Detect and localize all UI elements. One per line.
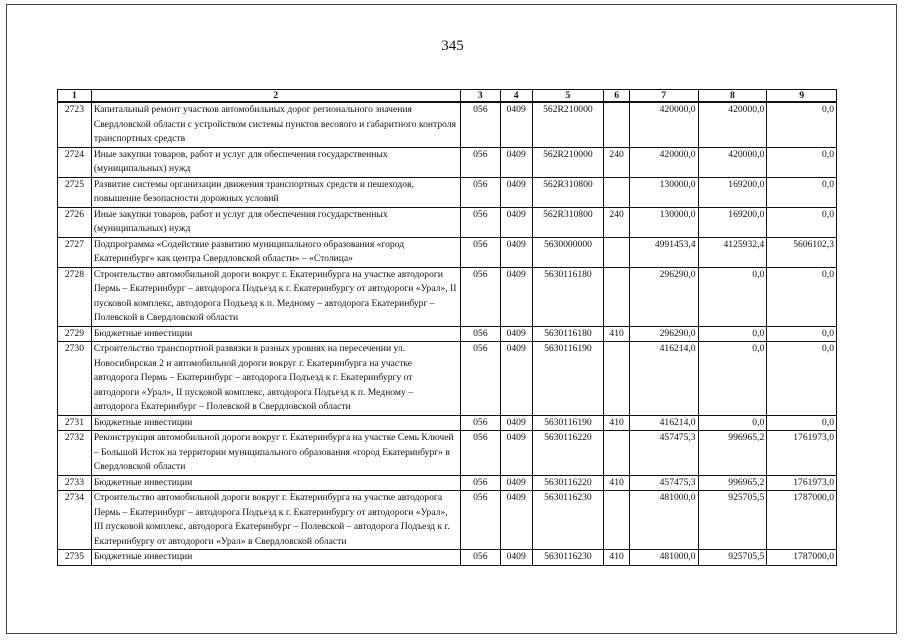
table-row [58, 177, 837, 207]
admin-code-cell: 056 [460, 177, 500, 207]
row-name-cell: Строительство автомобильной дороги вокруг г. Екатеринбурга на участке автодорога Пермь – Екатеринбург – автодорога Подъезд к г. Екатеринбургу от автодороги «Урал», III пусковой комплекс, автодорога Екатеринбург – Полевской – автодорога Подъезд к г. Екатеринбургу от автодороги «Урал» в Свердловской области [91, 491, 460, 550]
amount-year3-cell: 0,0 [767, 267, 837, 326]
budget-table [57, 89, 837, 566]
row-name-cell: Реконструкция автомобильной дороги вокруг г. Екатеринбурга на участке Семь Ключей – Большой Исток на территории муниципального образования «город Екатеринбург» в Свердловской области [91, 431, 460, 476]
row-name-cell: Бюджетные инвестиции [91, 550, 460, 566]
table-row [58, 102, 837, 147]
target-code-cell: 5630116220 [532, 431, 604, 476]
amount-year1-cell: 4991453,4 [629, 237, 698, 267]
expense-type-cell [604, 491, 630, 550]
amount-year2-cell: 0,0 [698, 326, 767, 342]
page-number: 345 [441, 38, 464, 54]
target-code-cell: 562R210000 [532, 102, 604, 147]
row-number-cell: 2731 [58, 415, 92, 431]
row-number-cell: 2728 [58, 267, 92, 326]
amount-year2-cell: 420000,0 [698, 147, 767, 177]
amount-year3-cell: 0,0 [767, 102, 837, 147]
target-code-cell: 5630116220 [532, 475, 604, 491]
section-code-cell: 0409 [500, 475, 532, 491]
amount-year2-cell: 169200,0 [698, 207, 767, 237]
admin-code-cell: 056 [460, 415, 500, 431]
section-code-cell: 0409 [500, 147, 532, 177]
table-row [58, 431, 837, 476]
section-code-cell: 0409 [500, 550, 532, 566]
col-header: 6 [604, 90, 630, 103]
amount-year3-cell: 0,0 [767, 326, 837, 342]
row-name-cell: Подпрограмма «Содействие развитию муниципального образования «город Екатеринбург» как центра Свердловской области» – «Столица» [91, 237, 460, 267]
amount-year3-cell: 0,0 [767, 342, 837, 416]
row-number-cell: 2729 [58, 326, 92, 342]
amount-year3-cell: 1787000,0 [767, 491, 837, 550]
row-number-cell: 2733 [58, 475, 92, 491]
row-name-cell: Строительство автомобильной дороги вокруг г. Екатеринбурга на участке автодороги Пермь – Екатеринбург – автодорога Подъезд к г. Екатеринбургу от автодороги «Урал», II пусковой комплекс, автодорога Подъезд к п. Медному – автодорога Екатеринбург – Полевской в Свердловской области [91, 267, 460, 326]
amount-year1-cell: 416214,0 [629, 415, 698, 431]
amount-year2-cell: 0,0 [698, 267, 767, 326]
amount-year3-cell: 1761973,0 [767, 431, 837, 476]
amount-year2-cell: 925705,5 [698, 550, 767, 566]
target-code-cell: 5630116180 [532, 326, 604, 342]
amount-year3-cell: 0,0 [767, 415, 837, 431]
expense-type-cell [604, 267, 630, 326]
section-code-cell: 0409 [500, 267, 532, 326]
target-code-cell: 5630000000 [532, 237, 604, 267]
admin-code-cell: 056 [460, 342, 500, 416]
expense-type-cell: 410 [604, 550, 630, 566]
section-code-cell: 0409 [500, 415, 532, 431]
row-number-cell: 2726 [58, 207, 92, 237]
table-body [58, 102, 837, 565]
amount-year2-cell: 0,0 [698, 342, 767, 416]
amount-year1-cell: 296290,0 [629, 267, 698, 326]
admin-code-cell: 056 [460, 237, 500, 267]
expense-type-cell [604, 237, 630, 267]
row-name-cell: Развитие системы организации движения транспортных средств и пешеходов, повышение безопасности дорожных условий [91, 177, 460, 207]
expense-type-cell: 410 [604, 415, 630, 431]
col-header: 4 [500, 90, 532, 103]
amount-year3-cell: 5606102,3 [767, 237, 837, 267]
section-code-cell: 0409 [500, 491, 532, 550]
row-name-cell: Бюджетные инвестиции [91, 415, 460, 431]
expense-type-cell [604, 102, 630, 147]
section-code-cell: 0409 [500, 177, 532, 207]
amount-year1-cell: 481000,0 [629, 491, 698, 550]
col-header: 3 [460, 90, 500, 103]
col-header: 7 [629, 90, 698, 103]
admin-code-cell: 056 [460, 102, 500, 147]
expense-type-cell: 240 [604, 147, 630, 177]
amount-year1-cell: 420000,0 [629, 102, 698, 147]
table-row [58, 491, 837, 550]
admin-code-cell: 056 [460, 147, 500, 177]
table-row [58, 326, 837, 342]
admin-code-cell: 056 [460, 326, 500, 342]
target-code-cell: 562R310800 [532, 207, 604, 237]
admin-code-cell: 056 [460, 267, 500, 326]
amount-year2-cell: 0,0 [698, 415, 767, 431]
table-row [58, 147, 837, 177]
row-number-cell: 2732 [58, 431, 92, 476]
table-row [58, 207, 837, 237]
table-row [58, 267, 837, 326]
row-name-cell: Капитальный ремонт участков автомобильных дорог регионального значения Свердловской области с устройством системы пунктов весового и габаритного контроля транспортных средств [91, 102, 460, 147]
row-number-cell: 2723 [58, 102, 92, 147]
row-number-cell: 2727 [58, 237, 92, 267]
target-code-cell: 562R210000 [532, 147, 604, 177]
table-row [58, 415, 837, 431]
expense-type-cell [604, 342, 630, 416]
row-name-cell: Иные закупки товаров, работ и услуг для обеспечения государственных (муниципальных) нужд [91, 207, 460, 237]
expense-type-cell [604, 177, 630, 207]
table-row [58, 475, 837, 491]
amount-year2-cell: 996965,2 [698, 431, 767, 476]
expense-type-cell [604, 431, 630, 476]
col-header: 8 [698, 90, 767, 103]
section-code-cell: 0409 [500, 207, 532, 237]
amount-year3-cell: 0,0 [767, 147, 837, 177]
row-name-cell: Строительство транспортной развязки в разных уровнях на пересечении ул. Новосибирская 2 и автомобильной дороги вокруг г. Екатеринбурга на участке автодорога Пермь – Екатеринбург – автодорога Подъезд к г. Екатеринбургу от автодороги «Урал», II пусковой комплекс, автодорога Подъезд к п. Медному – автодорога Екатеринбург – Полевской в Свердловской области [91, 342, 460, 416]
row-number-cell: 2735 [58, 550, 92, 566]
admin-code-cell: 056 [460, 475, 500, 491]
amount-year3-cell: 0,0 [767, 177, 837, 207]
amount-year1-cell: 416214,0 [629, 342, 698, 416]
table-row [58, 237, 837, 267]
section-code-cell: 0409 [500, 431, 532, 476]
amount-year1-cell: 130000,0 [629, 207, 698, 237]
amount-year3-cell: 1761973,0 [767, 475, 837, 491]
section-code-cell: 0409 [500, 102, 532, 147]
amount-year1-cell: 296290,0 [629, 326, 698, 342]
amount-year1-cell: 457475,3 [629, 431, 698, 476]
admin-code-cell: 056 [460, 431, 500, 476]
admin-code-cell: 056 [460, 207, 500, 237]
amount-year3-cell: 1787000,0 [767, 550, 837, 566]
row-number-cell: 2734 [58, 491, 92, 550]
row-name-cell: Бюджетные инвестиции [91, 475, 460, 491]
target-code-cell: 5630116190 [532, 415, 604, 431]
amount-year2-cell: 996965,2 [698, 475, 767, 491]
row-name-cell: Иные закупки товаров, работ и услуг для обеспечения государственных (муниципальных) нужд [91, 147, 460, 177]
amount-year1-cell: 130000,0 [629, 177, 698, 207]
section-code-cell: 0409 [500, 342, 532, 416]
amount-year1-cell: 481000,0 [629, 550, 698, 566]
col-header: 9 [767, 90, 837, 103]
col-header: 1 [58, 90, 92, 103]
header-row [58, 90, 837, 103]
amount-year1-cell: 457475,3 [629, 475, 698, 491]
amount-year3-cell: 0,0 [767, 207, 837, 237]
expense-type-cell: 410 [604, 475, 630, 491]
row-number-cell: 2724 [58, 147, 92, 177]
amount-year2-cell: 925705,5 [698, 491, 767, 550]
amount-year2-cell: 169200,0 [698, 177, 767, 207]
expense-type-cell: 410 [604, 326, 630, 342]
table-row [58, 342, 837, 416]
target-code-cell: 5630116230 [532, 491, 604, 550]
amount-year2-cell: 420000,0 [698, 102, 767, 147]
admin-code-cell: 056 [460, 550, 500, 566]
expense-type-cell: 240 [604, 207, 630, 237]
row-name-cell: Бюджетные инвестиции [91, 326, 460, 342]
section-code-cell: 0409 [500, 237, 532, 267]
table-row [58, 550, 837, 566]
target-code-cell: 5630116180 [532, 267, 604, 326]
admin-code-cell: 056 [460, 491, 500, 550]
target-code-cell: 562R310800 [532, 177, 604, 207]
target-code-cell: 5630116190 [532, 342, 604, 416]
row-number-cell: 2725 [58, 177, 92, 207]
amount-year2-cell: 4125932,4 [698, 237, 767, 267]
target-code-cell: 5630116230 [532, 550, 604, 566]
row-number-cell: 2730 [58, 342, 92, 416]
col-header: 5 [532, 90, 604, 103]
col-header: 2 [91, 90, 460, 103]
section-code-cell: 0409 [500, 326, 532, 342]
amount-year1-cell: 420000,0 [629, 147, 698, 177]
